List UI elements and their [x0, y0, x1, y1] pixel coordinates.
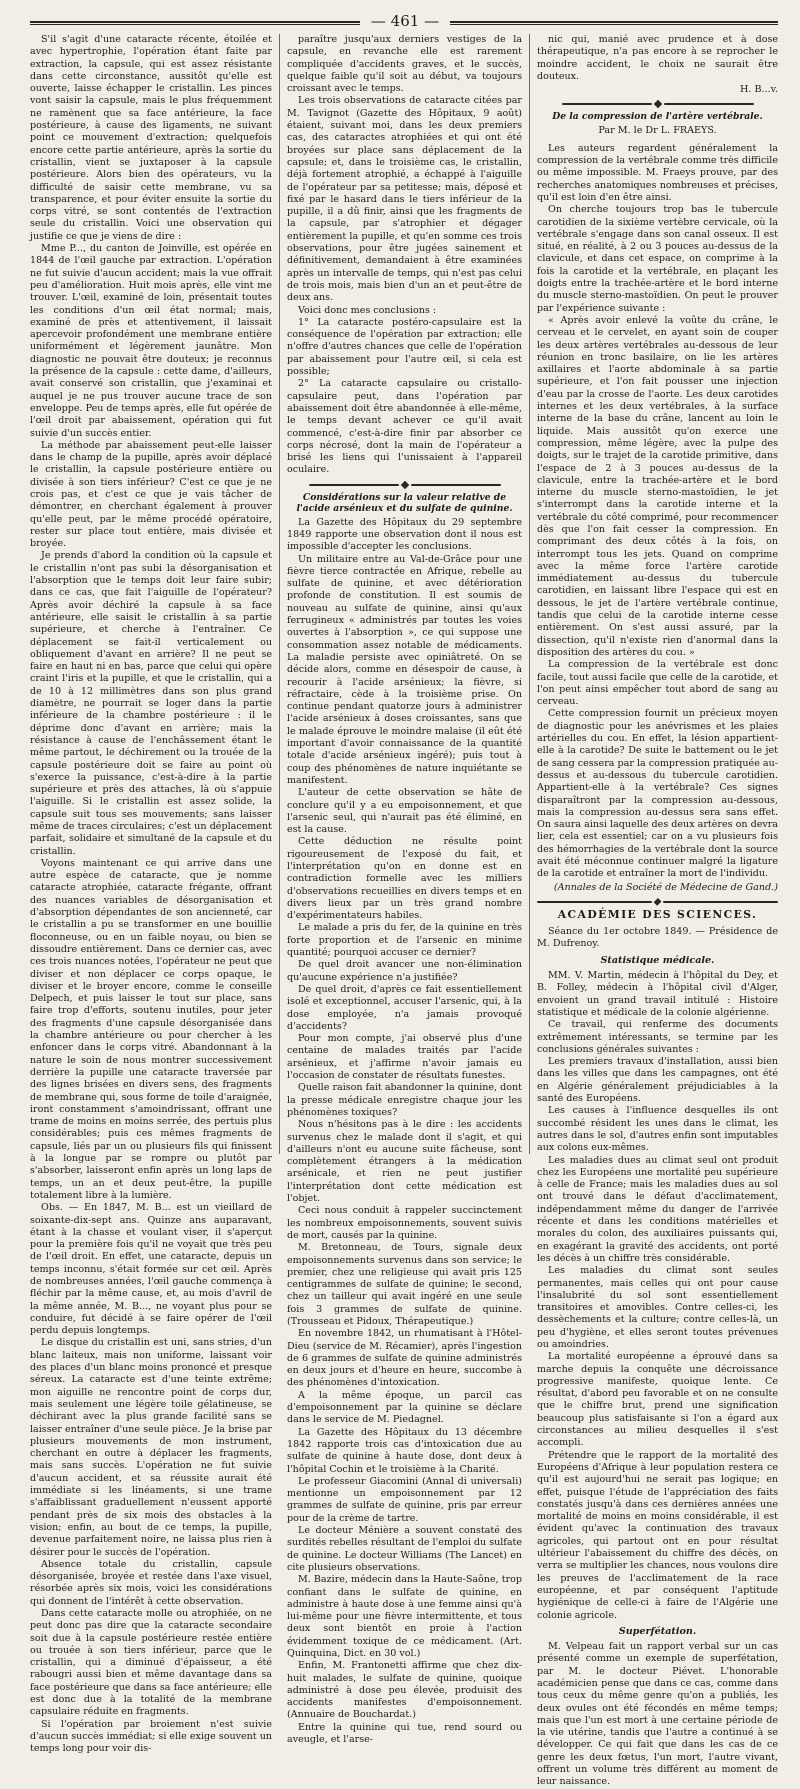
- paragraph: Les maladies du climat sont seules permanentes, mais celles qui ont pour cause l'insalubrité du sol sont essentiellement transitoires et amovibles. Contre celles-ci, les dessèchements et la culture; contre celles-là, un peu d'hygiène, et elles seront toutes prévenues ou amoindries.: [537, 1265, 778, 1350]
- paragraph: Quelle raison fait abandonner la quinine, dont la presse médicale enregistre chaque jour les phénomènes toxiques?: [287, 1082, 522, 1118]
- page-number: — 461 —: [370, 12, 440, 30]
- column-1-body: [30, 34, 272, 1756]
- header-rule-right: [450, 21, 778, 25]
- column-3: [529, 34, 778, 1788]
- section-title-arsenic: Considérations sur la valeur relative de l'acide arsénieux et du sulfate de quinine.: [296, 491, 513, 514]
- paragraph: L'auteur de cette observation se hâte de conclure qu'il y a eu empoisonnement, et que l'arsenic seul, qui n'aurait pas été éliminé, en est la cause.: [287, 787, 522, 836]
- column-3-intro: [537, 34, 778, 83]
- column-1: [30, 34, 279, 1755]
- paragraph: On cherche toujours trop bas le tubercule carotidien de la sixième vertèbre cervicale, où la vertébrale s'engage dans son canal osseux. Il est situé, en réalité, à 2 ou 3 pouces au-dessus de la clavicule, et dans cet espace, on comprime à la fois la carotide et la vertébrale, en plaçant les doigts entre la trachée-artère et le bord interne du muscle sterno-mastoïdien. On peut le prouver par l'expérience suivante :: [537, 204, 778, 314]
- paragraph: Absence totale du cristallin, capsule désorganisée, broyée et restée dans l'axe visuel, résorbée après six mois, voici les considérations qui donnent de l'intérêt à cette observation.: [30, 1558, 272, 1607]
- paragraph: Je prends d'abord la condition où la capsule et le cristallin n'ont pas subi la désorganisation et l'absorption que le temps doit leur faire subir; dans ce cas, que fait l'aiguille de l'opérateur? Après avoir déchiré la capsule à sa face antérieure, elle saisit le cristallin à sa partie supérieure, et cherche à l'entraîner. Ce déplacement se fait-il verticalement ou obliquement d'avant en arrière? Il ne peut se faire en haut ni en bas, parce que celui qui opère craint l'iris et la pupille, et que le cristallin, qui a de 10 à 12 millimètres dans son plus grand diamètre, ne pourrait se loger dans la partie inférieure de la chambre postérieure : il le déprime donc d'avant en arrière; mais la résistance à cause de l'enchâssement étant le même partout, le déchirement ou la trouée de la capsule postérieure doit se faire au point où s'exerce la puissance, c'est-à-dire à la partie supérieure et près des attaches, là où s'appuie l'aiguille. Si le cristallin est assez solide, la capsule suit tous ses mouvements; sans laisser même de traces circulaires; c'est un déplacement parfait, solidaire et simultané de la capsule et du cristallin.: [30, 550, 272, 857]
- paragraph: M. Bretonneau, de Tours, signale deux empoisonnements survenus dans son service; le premier, chez une religieuse qui avait pris 125 centigrammes de sulfate de quinine; le second, chez un tailleur qui avait ingéré en une seule fois 3 grammes de sulfate de quinine. (Trousseau et Pidoux, Thérapeutique.): [287, 1242, 522, 1327]
- paragraph: De quel droit, d'après ce fait essentiellement isolé et exceptionnel, accuser l'arsenic, qui, à la dose employée, n'a jamais provoqué d'accidents?: [287, 983, 522, 1032]
- paragraph: Un militaire entre au Val-de-Grâce pour une fièvre tierce contractée en Afrique, rebelle au sulfate de quinine, et avec détérioration profonde de constitution. Il est soumis de nouveau au sulfate de quinine, ainsi qu'aux ferrugineux « administrés par toutes les voies ouvertes à l'absorption », ce qui suppose une consommation assez notable de médicaments. La maladie persiste avec opiniâtreté. On se décide alors, comme en désespoir de cause, à recourir à l'acide arsénieux; la fièvre, si réfractaire, cède à la troisième prise. On continue pendant quatorze jours à administrer l'acide arsénieux à doses croissantes, sans que le malade éprouve le moindre malaise (il eût été important d'avoir connaissance de la quantité totale d'acide arsénieux ingéré); puis tout à coup des phénomènes de nature inquiétante se manifestent.: [287, 553, 522, 786]
- vertebral-body: [537, 143, 778, 881]
- paragraph: Le disque du cristallin est uni, sans stries, d'un blanc laiteux, mais non uniforme, laissant voir des places d'un blanc moins prononcé et presque séreux. La cataracte est d'une teinte extrême; mon aiguille ne rencontre point de corps dur, mais seulement une légère toile gélatineuse, se déchirant avec la plus grande facilité sans se laisser entraîner d'une seule pièce. Je la brise par plusieurs mouvements de mon instrument, cherchant en outre à déplacer les fragments, mais sans succès. L'opération ne fut suivie d'aucun accident, et sa réussite aurait été immédiate si les linéaments, si une trame s'affaiblissant graduellement n'eussent apporté pendant près de six mois des obstacles à la vision; enfin, au bout de ce temps, la pupille, devenue parfaitement noire, ne laissa plus rien à désirer pour le succès de l'opération.: [30, 1337, 272, 1558]
- paragraph: Le malade a pris du fer, de la quinine en très forte proportion et de l'arsenic en minime quantité; pourquoi accuser ce dernier?: [287, 922, 522, 959]
- intro-signature: H. B...v.: [740, 84, 778, 96]
- paragraph: Les premiers travaux d'installation, aussi bien dans les villes que dans les campagnes, ont été en Algérie généralement préjudiciables à la santé des Européens.: [537, 1056, 778, 1105]
- paragraph: De quel droit avancer une non-élimination qu'aucune expérience n'a justifiée?: [287, 959, 522, 983]
- section-source: (Annales de la Société de Médecine de Gand.): [553, 881, 778, 893]
- paragraph: Pour mon compte, j'ai observé plus d'une centaine de malades traités par l'acide arsénieux, et j'affirme n'avoir jamais eu l'occasion de constater de résultats funestes.: [287, 1033, 522, 1082]
- subsection-title-superfetation: Superfétation.: [618, 1625, 697, 1637]
- paragraph: Les trois observations de cataracte citées par M. Tavignot (Gazette des Hôpitaux, 9 août) étaient, suivant moi, dans les deux premiers cas, des cataractes atrophiées et qui ont été broyées sur place sans déplacement de la capsule; et, dans le troisième cas, le cristallin, déjà fortement atrophié, a échappé à l'aiguille de l'opérateur par sa petitesse; mais, déposé et fixé par le hasard dans le tiers inférieur de la pupille, il a dû finir, ainsi que les fragments de la capsule, par s'atrophier et dégager entièrement la pupille, et qu'en somme ces trois observations, pour être jugées sainement et définitivement, demandaient à être examinées après un intervalle de temps, qui n'est pas celui de trois mois, mais bien d'un an et peut-être de deux ans.: [287, 95, 522, 304]
- paragraph: nic qui, manié avec prudence et à dose thérapeutique, n'a pas encore à se reprocher le moindre accident, le choix ne saurait être douteux.: [537, 34, 778, 82]
- academy-title: ACADÉMIE DES SCIENCES.: [557, 907, 758, 921]
- paragraph: Dans cette cataracte molle ou atrophiée, on ne peut donc pas dire que la cataracte secondaire soit due à la capsule postérieure restée entière ou trouée à son tiers inférieur, parce que le cristallin, qui a diminué d'épaisseur, a été rabougri aussi bien et même davantage dans sa face postérieure que dans sa face antérieure; elle est donc due à la totalité de la membrane capsulaire réduite en fragments.: [30, 1608, 272, 1718]
- paragraph: Entre la quinine qui tue, rend sourd ou aveugle, et l'arse-: [287, 1721, 522, 1746]
- paragraph: Le docteur Ménière a souvent constaté des surdités rebelles résultant de l'emploi du sulfate de quinine. Le docteur Williams (The Lancet) en cite plusieurs observations.: [287, 1525, 523, 1573]
- paragraph: Prétendre que le rapport de la mortalité des Européens d'Afrique à leur population restera ce qu'il est aujourd'hui ne serait pas logique; en effet, puisque l'étude de l'appréciation des faits constatés jusqu'à dans ces dernières années une mortalité de moins en moins considérable, il est évident qu'avec la continuation des travaux agricoles, qui partout ont en pour résultat ultérieur l'abaissement du chiffre des décès, on verra se multiplier les chances, nous voulons dire les preuves de l'acclimatement de la race européenne, et par conséquent l'aptitude hygiénique de celle-ci à faire de l'Algérie une colonie agricole.: [537, 1449, 778, 1621]
- paragraph: Ce travail, qui renferme des documents extrêmement intéressants, se termine par les conclusions générales suivantes :: [537, 1019, 778, 1055]
- separator-ornament: [287, 482, 522, 488]
- paragraph: Si l'opération par broiement n'est suivie d'aucun succès immédiat; si elle exige souvent un temps long pour voir dis-: [30, 1718, 272, 1755]
- text-columns: [30, 34, 778, 1788]
- paragraph: Voici donc mes conclusions :: [298, 304, 437, 316]
- page-header: [30, 8, 778, 34]
- paragraph: La compression de la vertébrale est donc facile, tout aussi facile que celle de la carotide, et l'on peut ainsi empêcher tout abord de sang au cerveau.: [537, 659, 778, 708]
- paragraph: A la même époque, un parcil cas d'empoisonnement par la quinine se déclare dans le service de M. Piedagnel.: [287, 1389, 522, 1426]
- statistics-body: [537, 970, 778, 1622]
- section-title-vertebral: De la compression de l'artère vertébrale.: [552, 111, 763, 123]
- paragraph: Enfin, M. Frantonetti affirme que chez dix-huit malades, le sulfate de quinine, quoique administré à dose peu élevée, produisit des accidents manifestes d'empoisonnement. (Annuaire de Bouchardat.): [287, 1660, 522, 1721]
- paragraph: Les auteurs regardent généralement la compression de la vertébrale comme très difficile ou même impossible. M. Fraeys prouve, par des recherches anatomiques nombreuses et précises, qu'il est loin d'en être ainsi.: [537, 142, 778, 203]
- paragraph: Obs. — En 1847, M. B... est un vieillard de soixante-dix-sept ans. Quinze ans auparavant, étant à la chasse et voulant viser, il s'aperçut pour la première fois qu'il ne voyait que très peu de l'œil droit. En effet, une cataracte, depuis un temps inconnu, s'était formée sur cet œil. Après de nombreuses années, l'œil gauche commença à fléchir par la même cause, et, au mois d'avril de la même année, M. B..., ne voyant plus pour se conduire, fut décidé à se faire opérer de l'œil perdu depuis longtemps.: [30, 1202, 272, 1337]
- paragraph: 2° La cataracte capsulaire ou cristallo-capsulaire peut, dans l'opération par abaissement doit être abandonnée à elle-même, le temps devant achever ce qu'il avait commencé, c'est-à-dire finir par absorber ce corps nécrosé, dont la main de l'opérateur a brisé les liens qui l'unissaient à l'appareil oculaire.: [287, 378, 522, 476]
- paragraph: Cette compression fournit un précieux moyen de diagnostic pour les anévrismes et les plaies artérielles du cou. En effet, la lésion appartient-elle à la carotide? De suite le battement ou le jet de sang cessera par la compression pratiquée au-dessus et au-dessous du tubercule carotidien. Appartient-elle à la vertébrale? Ces signes disparaîtront par la compression au-dessous, mais la compression au-dessus sera sans effet. On saura ainsi laquelle des deux artères on devra lier, cela est essentiel; car on a vu plusieurs fois des hémorrhagies de la vertébrale dont la source avait été méconnue continuer malgré la ligature de la carotide et entraîner la mort de l'individu.: [537, 708, 778, 880]
- paragraph: Mme P..., du canton de Joinville, est opérée en 1844 de l'œil gauche par extraction. L'opération ne fut suivie d'aucun accident; mais la vue offrait peu d'amélioration. Huit mois après, elle vint me trouver. L'œil, examiné de loin, présentait toutes les conditions d'un œil état normal; mais, examiné de près et attentivement, il laissait apercevoir profondément une membrane entière uniformément et légèrement jaunâtre. Mon diagnostic ne pouvait être douteux; je reconnus la présence de la capsule : cette dame, d'ailleurs, avait conservé son cristallin, que j'examinai et auquel je ne pus trouver aucune trace de son enveloppe. Peu de temps après, elle fut opérée de l'œil droit par abaissement, opération qui fut suivie d'un succès entier.: [30, 243, 272, 439]
- paragraph: Les causes à l'influence desquelles ils ont succombé résident les unes dans le climat, les autres dans le sol, d'autres enfin sont imputables aux colons eux-mêmes.: [537, 1105, 778, 1154]
- paragraph: La méthode par abaissement peut-elle laisser dans le champ de la pupille, après avoir déplacé le cristallin, la capsule postérieure entière ou divisée à son tiers inférieur? C'est ce que je ne crois pas, et c'est ce que je vais tâcher de démontrer, en cherchant également à prouver qu'elle peut, par le même procédé opératoire, rester sur place tout entière, mais divisée et broyée.: [30, 439, 272, 550]
- paragraph: Le professeur Giacomini (Annal di universali) mentionne un empoisonnement par 12 grammes de sulfate de quinine, pris par erreur pour de la crème de tartre.: [287, 1475, 522, 1524]
- header-rule-left: [30, 21, 360, 25]
- paragraph: paraître jusqu'aux derniers vestiges de la capsule, en revanche elle est rarement compliquée d'accidents graves, et le succès, quelque faible qu'il soit au début, va toujours croissant avec le temps.: [287, 34, 522, 95]
- separator-ornament: [537, 899, 778, 905]
- column-2-intro: [287, 34, 522, 477]
- paragraph: En novembre 1842, un rhumatisant à l'Hôtel-Dieu (service de M. Récamier), après l'ingestion de 6 grammes de sulfate de quinine administrés en deux jours et d'heure en heure, succombe à des phénomènes d'intoxication.: [287, 1328, 522, 1389]
- superfetation-body: [537, 1641, 778, 1789]
- paragraph: La mortalité européenne a éprouvé dans sa marche depuis la conquête une décroissance progressive manifeste, quoique lente. Ce résultat, d'abord peu favorable et on ne consulte que le chiffre brut, prend une signification beaucoup plus satisfaisante si l'on a égard aux circonstances au milieu desquelles il s'est accompli.: [537, 1351, 778, 1449]
- paragraph: La Gazette des Hôpitaux du 13 décembre 1842 rapporte trois cas d'intoxication due au sulfate de quinine à haute dose, dont deux à l'hôpital Cochin et le troisième à la Charité.: [287, 1426, 522, 1475]
- separator-ornament: [537, 101, 778, 107]
- column-2: [279, 34, 529, 1746]
- paragraph: Les maladies dues au climat seul ont produit chez les Européens une mortalité peu supérieure à celle de France; mais les maladies dues au sol ont trouvé dans le défaut d'acclimatement, indépendamment même du danger de l'arrivée récente et dans les conditions matérielles et morales du colon, des auxiliaires puissants qui, en exagérant la gravité des accidents, ont porté les décès à un chiffre très considérable.: [537, 1154, 778, 1264]
- author-byline: Par M. le Dr L. FRAEYS.: [598, 125, 717, 137]
- paragraph: M. Bazire, médecin dans la Haute-Saône, trop confiant dans le sulfate de quinine, en administre à haute dose à une femme ainsi qu'à lui-même pour une fièvre intermittente, et tous deux sont bientôt en proie à l'action évidemment toxique de ce médicament. (Art. Quinquina, Dict. en 30 vol.): [287, 1574, 522, 1659]
- column-2-body: [287, 517, 522, 1747]
- paragraph: 1° La cataracte postéro-capsulaire est la conséquence de l'opération par extraction; elle n'offre d'autres chances que celle de l'opération par abaissement pour l'autre œil, si cela est possible;: [287, 316, 522, 378]
- paragraph: Cette déduction ne résulte point rigoureusement de l'exposé du fait, et l'interprétation qu'on en donne est en contradiction formelle avec les milliers d'observations recueillies en divers temps et en divers lieux par un très grand nombre d'expérimentateurs habiles.: [287, 836, 522, 922]
- paragraph: MM. V. Martin, médecin à l'hôpital du Dey, et B. Folley, médecin à l'hôpital civil d'Alger, envoient un grand travail intitulé : Histoire statistique et médicale de la colonie algérienne.: [537, 970, 778, 1018]
- session-line: Séance du 1er octobre 1849. — Présidence de M. Dufrenoy.: [537, 926, 778, 950]
- subsection-title-statistics: Statistique médicale.: [600, 954, 715, 966]
- paragraph: Ceci nous conduit à rappeler succinctement les nombreux empoisonnements, souvent suivis de mort, causés par la quinine.: [287, 1205, 522, 1241]
- paragraph: M. Velpeau fait un rapport verbal sur un cas présenté comme un exemple de superfétation, par M. le docteur Piévet. L'honorable académicien pense que dans ce cas, comme dans tous ceux du même genre qu'on a publiés, les deux ovules ont été fécondés en même temps; mais que l'un est mort à une certaine période de la vie utérine, tandis que l'autre a continué à se développer. Ce qui fait que dans les cas de ce genre les deux fœtus, l'un mort, l'autre vivant, offrent un volume très différent au moment de leur naissance.: [537, 1641, 778, 1788]
- paragraph: « Après avoir enlevé la voûte du crâne, le cerveau et le cervelet, en ayant soin de couper les deux artères vertébrales au-dessous de leur réunion en tronc basilaire, on lie les artères axillaires et l'aorte abdominale à sa partie supérieure, et l'on fait pousser une injection d'eau par la crosse de l'aorte. Les deux carotides internes et les deux vertébrales, à la surface interne de la base du crâne, lancent au loin le liquide. Mais aussitôt qu'on exerce une compression, même légère, avec la pulpe des doigts, sur le trajet de la carotide primitive, dans l'espace de 2 à 3 pouces au-dessus de la clavicule, entre la trachée-artère et le bord interne du muscle sterno-mastoïdien, le jet s'interrompt dans la carotide interne et la vertébrale du côté comprimé, pour recommencer dès que l'on fait cesser la compression. En comprimant des deux côtés à la fois, on interrompt tous les jets. Quand on comprime avec la même force l'artère carotide immédiatement au-dessus du tubercule carotidien, en laissant libre l'espace qui est en dessous, le jet de l'artère vertébrale continue, tandis que celui de la carotide interne cesse entièrement. On s'est aussi assuré, par la dissection, qu'il n'existe rien d'anormal dans la disposition des artères du cou. »: [537, 314, 778, 658]
- paragraph: S'il s'agit d'une cataracte récente, étoilée et avec hypertrophie, l'opération étant faite par extraction, la capsule, qui est assez résistante dans cette circonstance, aussitôt qu'elle est ouverte, laisse échapper le cristallin. Les pinces vont saisir la capsule, mais le plus fréquemment ne ramènent que sa face antérieure, la face postérieure, à cause des ligaments, ne suivant point ce mouvement d'extraction; quelquefois encore cette partie antérieure, après la sortie du cristallin, vient se juxtaposer à la capsule postérieure. Alors bien des opérateurs, vu la difficulté de saisir cette membrane, vu sa transparence, et pour éviter ensuite la sortie du corps vitré, se sont contentés de l'extraction seule du cristallin. Voici une observation qui justifie ce que je viens de dire :: [30, 34, 272, 242]
- paragraph: La Gazette des Hôpitaux du 29 septembre 1849 rapporte une observation dont il nous est impossible d'accepter les conclusions.: [287, 516, 522, 553]
- paragraph: Nous n'hésitons pas à le dire : les accidents survenus chez le malade dont il s'agit, et qui d'ailleurs n'ont eu aucune suite fâcheuse, sont complètement étrangers à la médication arsénicale, et rien ne peut justifier l'interprétation dont cette médication est l'objet.: [287, 1119, 522, 1205]
- paragraph: Voyons maintenant ce qui arrive dans une autre espèce de cataracte, que je nomme cataracte atrophiée, cataracte frégante, offrant des nuances variables de désorganisation et d'absorption dépendantes de son ancienneté, car le cristallin a pu se transformer en une bouillie floconneuse, ou en un faible noyau, ou bien se dissoudre entièrement. Dans ce dernier cas, avec ces trois nuances notées, l'opérateur ne peut que diviser et non déplacer ce corps opaque, le diviser et le broyer encore, comme le conseille Delpech, et puis laisser le tout sur place, sans faire trop d'efforts, soutenu inutiles, pour jeter des fragments d'une capsule désorganisée dans la chambre antérieure ou pour chercher à les enfoncer dans le corps vitré. Abandonnant à la nature le soin de nous montrer successivement derrière la pupille une cataracte traversée par des lignes brisées en divers sens, des fragments de membrane qui, sous forme de toile d'araignée, iront constamment s'amoindrissant, offrant une trame de moins en moins serrée, des pertuis plus considérables; puis ces mêmes fragments de capsule, liés par un ou plusieurs fils qui finissent à la longue par se rompre ou plutôt par s'absorber, laisseront enfin après un long laps de temps, un an et deux peut-être, la pupille totalement libre à la lumière.: [30, 857, 272, 1201]
